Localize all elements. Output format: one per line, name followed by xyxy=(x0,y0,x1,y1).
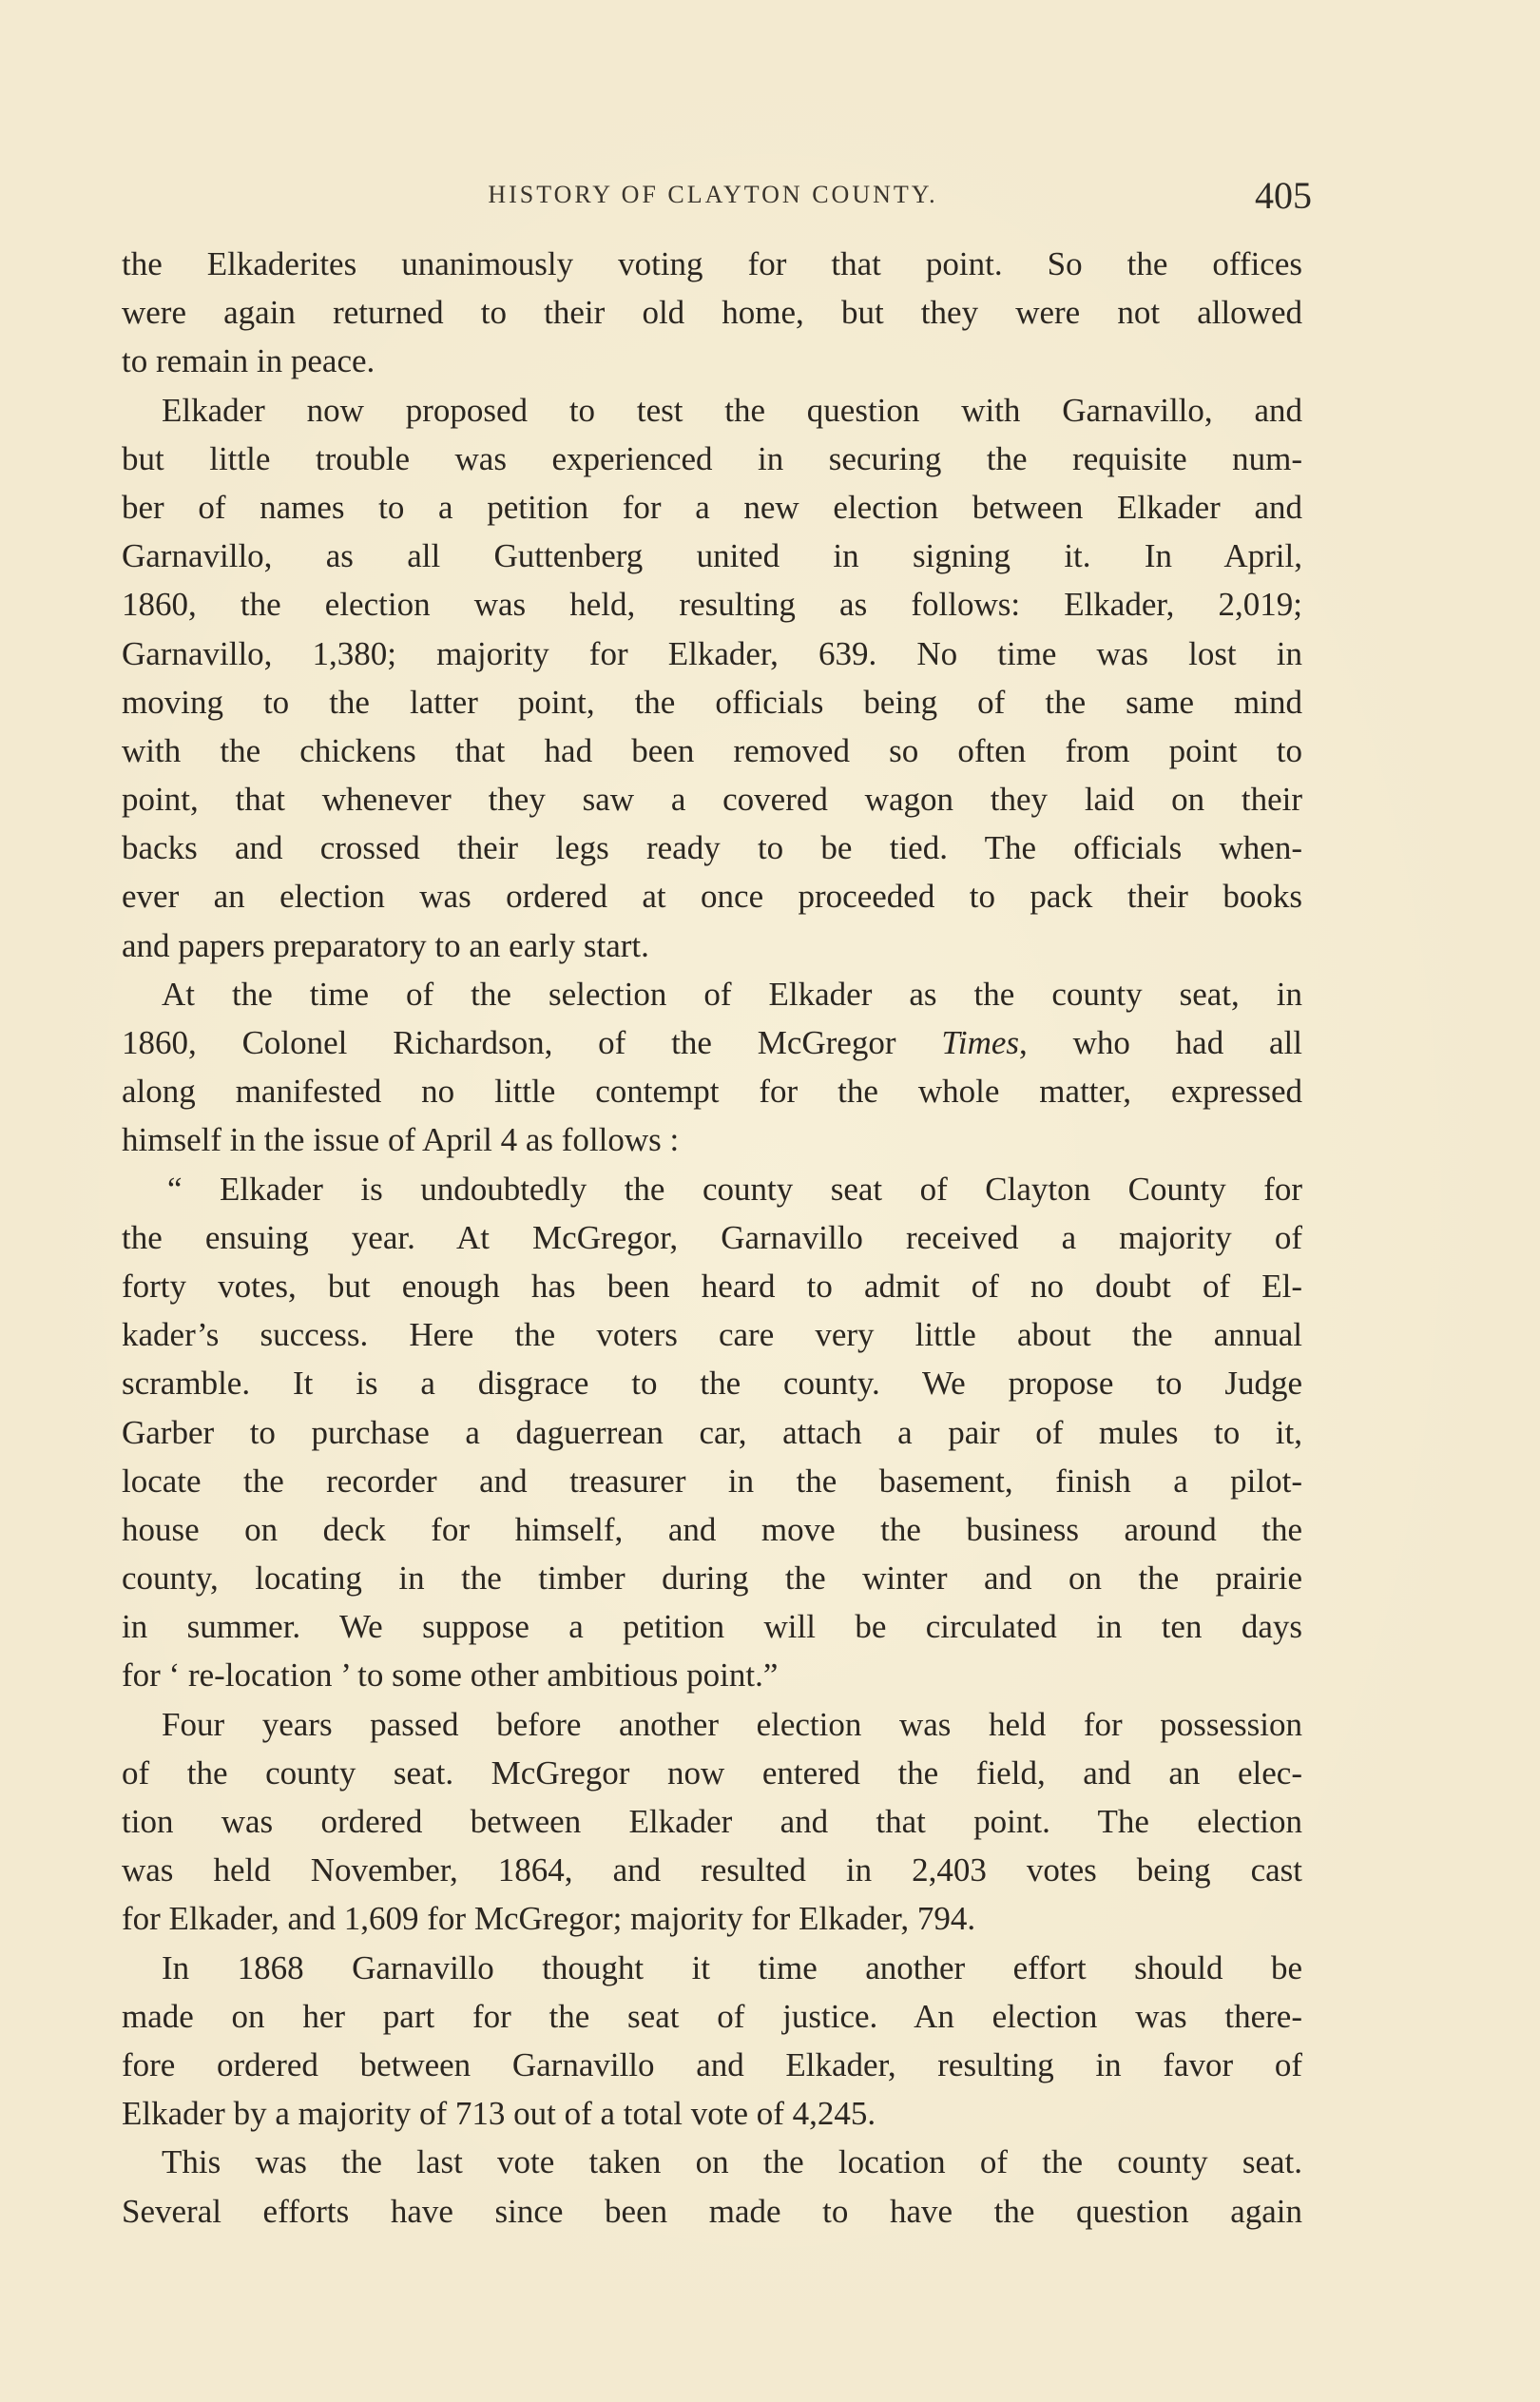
body-text xyxy=(122,240,1302,2236)
text-line: Several efforts have since been made to have the question again xyxy=(122,2192,1302,2230)
text-line: point, that whenever they saw a covered wagon they laid on their xyxy=(122,781,1302,819)
text-line: and papers preparatory to an early start. xyxy=(122,926,649,964)
text-line: At the time of the selection of Elkader as the county seat, in xyxy=(162,975,1302,1013)
text-line: scramble. It is a disgrace to the county. We propose to Judge xyxy=(122,1365,1302,1403)
text-line: Elkader now proposed to test the question with Garnavillo, and xyxy=(162,391,1302,429)
running-head xyxy=(124,174,1312,217)
running-title: HISTORY OF CLAYTON COUNTY. xyxy=(488,181,938,208)
text-line: kader’s success. Here the voters care very little about the annual xyxy=(122,1316,1302,1354)
text-line: “ Elkader is undoubtedly the county seat of Clayton County for xyxy=(167,1170,1302,1208)
text-line: in summer. We suppose a petition will be circulated in ten days xyxy=(122,1608,1302,1646)
page-number: 405 xyxy=(1255,174,1312,217)
text-line: with the chickens that had been removed so often from point to xyxy=(122,731,1302,769)
text-line: the Elkaderites unanimously voting for that point. So the offices xyxy=(122,245,1302,282)
text-line: backs and crossed their legs ready to be tied. The officials when- xyxy=(122,829,1302,867)
text-line: himself in the issue of April 4 as follows : xyxy=(122,1121,680,1159)
text-segment: , who had all xyxy=(1019,1024,1302,1061)
text-segment: 1860, Colonel Richardson, of the McGregor xyxy=(122,1024,942,1061)
text-line: ber of names to a petition for a new election between Elkader and xyxy=(122,488,1302,526)
text-line: to remain in peace. xyxy=(122,342,375,380)
text-line: Four years passed before another election was held for possession xyxy=(162,1705,1302,1743)
text-line: Garnavillo, 1,380; majority for Elkader, 639. No time was lost in xyxy=(122,634,1302,672)
text-line: In 1868 Garnavillo thought it time another effort should be xyxy=(162,1948,1302,1986)
text-line: This was the last vote taken on the location of the county seat. xyxy=(162,2143,1302,2181)
text-line: were again returned to their old home, but they were not allowed xyxy=(122,294,1302,332)
newspaper-title: Times xyxy=(941,1024,1020,1061)
text-line: house on deck for himself, and move the business around the xyxy=(122,1510,1302,1548)
text-line: for Elkader, and 1,609 for McGregor; majority for Elkader, 794. xyxy=(122,1900,976,1938)
text-line-with-italic xyxy=(122,1018,1302,1067)
text-line: along manifested no little contempt for the whole matter, expressed xyxy=(122,1073,1302,1111)
text-line: Garnavillo, as all Guttenberg united in signing it. In April, xyxy=(122,537,1302,575)
text-line: made on her part for the seat of justice. An election was there- xyxy=(122,1997,1302,2035)
text-line: but little trouble was experienced in securing the requisite num- xyxy=(122,439,1302,477)
text-line: for ‘ re-location ’ to some other ambitious point.” xyxy=(122,1656,779,1695)
text-line: forty votes, but enough has been heard to admit of no doubt of El- xyxy=(122,1267,1302,1305)
text-line: the ensuing year. At McGregor, Garnavillo received a majority of xyxy=(122,1218,1302,1256)
text-line: of the county seat. McGregor now entered the field, and an elec- xyxy=(122,1753,1302,1792)
text-line: county, locating in the timber during the winter and on the prairie xyxy=(122,1559,1302,1598)
text-line: was held November, 1864, and resulted in 2,403 votes being cast xyxy=(122,1851,1302,1889)
text-line: moving to the latter point, the officials being of the same mind xyxy=(122,683,1302,721)
text-line: ever an election was ordered at once proceeded to pack their books xyxy=(122,878,1302,916)
text-line: Garber to purchase a daguerrean car, attach a pair of mules to it, xyxy=(122,1413,1302,1451)
text-line: locate the recorder and treasurer in the basement, finish a pilot- xyxy=(122,1462,1302,1500)
text-line: 1860, the election was held, resulting as follows: Elkader, 2,019; xyxy=(122,586,1302,624)
text-line: tion was ordered between Elkader and that point. The election xyxy=(122,1803,1302,1840)
text-line: fore ordered between Garnavillo and Elkader, resulting in favor of xyxy=(122,2045,1302,2083)
text-line: Elkader by a majority of 713 out of a total vote of 4,245. xyxy=(122,2095,876,2133)
